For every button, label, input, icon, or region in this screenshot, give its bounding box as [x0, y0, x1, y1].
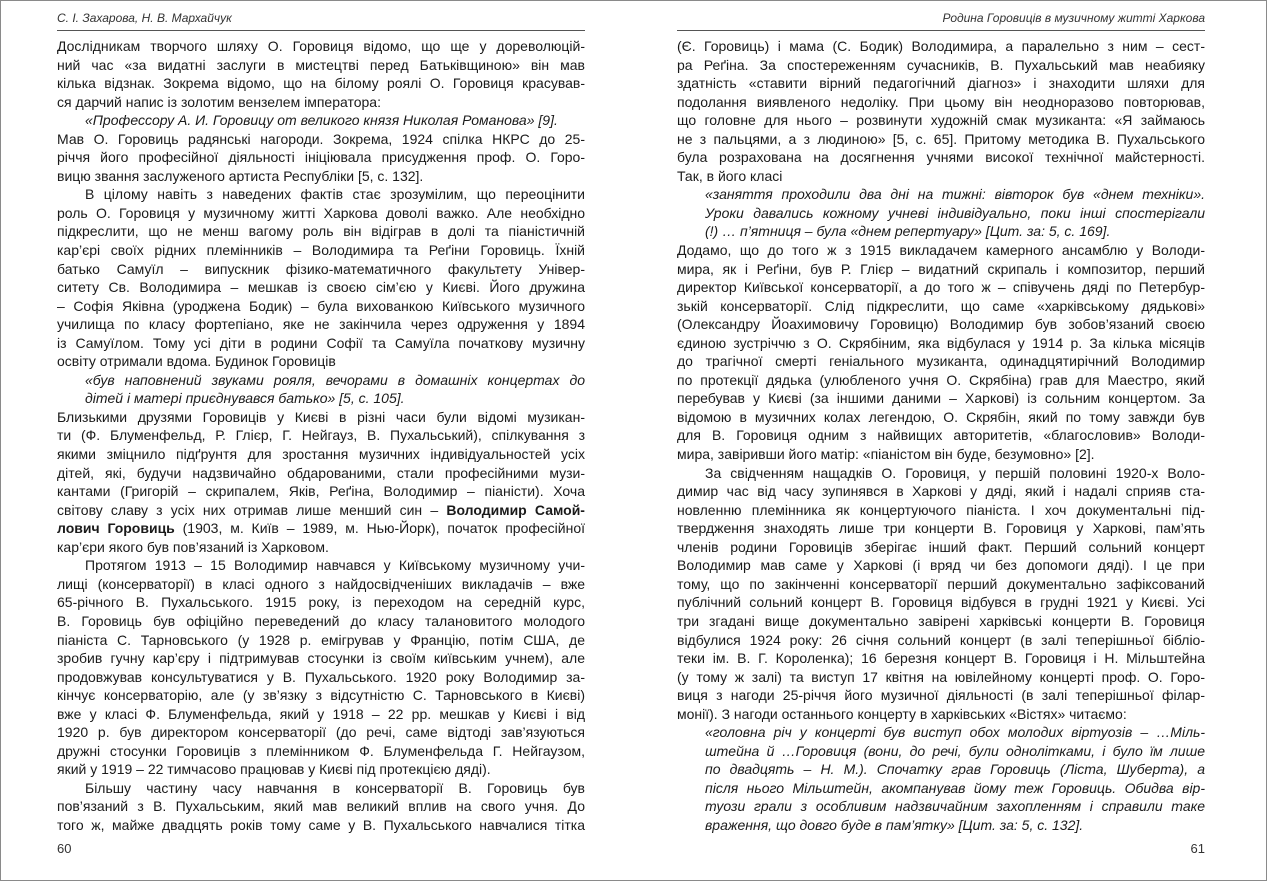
text-line: річчя його професійної діяльності ініціювала присудження проф. О. Горо-	[57, 149, 585, 166]
text-line: освіту отримали вдома. Будинок Горовиців	[57, 353, 336, 370]
text-line: За свідченням нащадків О. Горовиця, у першій половині 1920-х Воло-	[705, 464, 1205, 481]
text-line: кар’єрі своїх рідних племінників – Володимира та Реґіни Горовиць. Їхній	[57, 242, 585, 259]
text-line: роль О. Горовиця у музичному житті Харкова доволі важко. Але необхідно	[57, 204, 585, 221]
text-line: лищі (консерваторії) в класі одного з найдосвідченіших викладачів – вже	[57, 575, 585, 592]
text-line: 65-річного В. Пухальського. 1915 року, із переходом на середній курс,	[57, 594, 585, 611]
text-line: Близькими друзями Горовиців у Києві в різні часи були відомі музикан-	[57, 408, 585, 425]
text-line: «Профессору А. И. Горовицу от великого князя Николая Романова» [9].	[85, 112, 558, 129]
text-line: «був наповнений звуками рояля, вечорами в домашніх концертах до	[85, 371, 585, 388]
text-line: подолання виявленого недоліку. При цьому він неодноразово повторював,	[677, 93, 1205, 110]
text-line: (Олександру Йоахимовичу Горовицю) Володимир був зобов’язаний своєю	[677, 316, 1205, 333]
text-line: Уроки давались кожному учневі індивідуально, поки інші спостерігали	[705, 204, 1205, 221]
text-line: В цілому навіть з наведених фактів стає зрозумілим, що переоцінити	[85, 186, 585, 203]
text-line: публічний сольний концерт В. Горовиця відбувся в грудні 1921 у Києві. Усі	[677, 594, 1205, 611]
text-line: твердження знаходять лише три концерти В. Горовиця у Харкові, пам’ять	[677, 520, 1205, 537]
text-line: не з пальцями, а з людиною» [5, с. 65]. Притому методика В. Пухальського	[677, 130, 1205, 147]
text-line: виця з нагоди 25-річчя його музичної діяльності (в залі теперішньої філар-	[677, 687, 1205, 704]
page-number: 60	[57, 841, 72, 856]
text-line: дітей, які, будучи надзвичайно обдарованими, стали професійними музи-	[57, 464, 585, 481]
page-body	[677, 37, 1205, 835]
text-line: по двадцять – Н. М.). Спочатку грав Горовиць (Ліста, Шуберта), а	[705, 761, 1205, 778]
text-line: враження, що довго буде в пам’ятку» [Цит. за: 5, с. 132].	[705, 816, 1084, 833]
text-line: Мав О. Горовиць радянські нагороди. Зокрема, 1924 спілка НКРС до 25-	[57, 130, 585, 147]
text-line: ра Реґіна. За спостереженням сучасників, В. Пухальський мав неабияку	[677, 56, 1205, 73]
text-line: єдиною зустріччю з О. Скрябіним, яка відбулася у 1914 р. За кілька місяців	[677, 334, 1205, 351]
text-line: монії). З нагоди останнього концерту в харківських «Вістях» читаємо:	[677, 705, 1127, 722]
text-line: Так, в його класі	[677, 167, 783, 184]
text-line: відомою в музичних колах легендою, О. Скрябін, який по тому завжди був	[677, 408, 1205, 425]
page-body	[57, 37, 585, 835]
text-line: із Самуїлом. Тому усі діти в родини Софії та Самуїла початкову музичну	[57, 334, 585, 351]
text-line: кілька відзнак. Зокрема відомо, що на білому роялі О. Горовиця красував-	[57, 75, 585, 92]
header-rule	[57, 30, 585, 31]
text-line: вже у класі Ф. Блуменфельда, який у 1918 – 22 рр. мешкав у Києві і від	[57, 705, 585, 722]
paragraph	[57, 408, 585, 556]
left-page	[57, 0, 585, 881]
header-rule	[677, 30, 1205, 31]
text-line: відбулися 1924 року: 26 січня сольний концерт (в залі теперішньої бібліо-	[677, 631, 1205, 648]
right-page	[677, 0, 1205, 881]
text-line: три згадані вище документально завірені харківські концерти В. Горовиця	[677, 612, 1205, 629]
text-line: новленню племінника як концертуючого піаніста. І хоч документальні під-	[677, 501, 1205, 518]
text-line: зробив гучну кар’єру і підтримував стосунки із своїм київським учнем), але	[57, 650, 585, 667]
text-line: дітей і матері приєднувався батько» [5, с. 105].	[85, 390, 405, 407]
text-line: (Є. Горовиць) і мама (С. Бодик) Володимира, а паралельно з ним – сест-	[677, 38, 1205, 54]
paragraph	[677, 241, 1205, 464]
paragraph	[57, 130, 585, 186]
text-line: ти (Ф. Блуменфельд, Р. Глієр, Г. Нейгауз, В. Пухальський), спілкування з	[57, 427, 585, 444]
text-line: туози грали з особливим надзвичайним захопленням і справили таке	[705, 798, 1205, 815]
text-line: Додамо, що до того ж з 1915 викладачем камерного ансамблю у Володи-	[677, 242, 1205, 259]
text-line: здатність «ставити вірний педагогічний діагноз» і знаходити шляхи для	[677, 75, 1205, 92]
text-line: (у тому ж залі) та виступ 17 квітня на ювілейному концерті проф. О. Горо-	[677, 668, 1205, 685]
text-line: піаніста С. Тарновського (у 1928 р. емігрував у Францію, потім США, де	[57, 631, 585, 648]
text-span: (1903, м. Київ – 1989, м. Нью-Йорк), початок професійної	[174, 520, 585, 537]
text-line: ся дарчий напис із золотим вензелем імператора:	[57, 93, 381, 110]
text-line: «головна річ у концерті був виступ обох молодих віртуозів – …Міль-	[705, 724, 1205, 741]
text-line: батько Самуїл – випускник фізико-математичного факультету Універ-	[57, 260, 585, 277]
text-line: 1920 р. був директором консерваторії (до речі, саме відтоді зав’язуються	[57, 724, 585, 741]
text-line: Володимир мав саме у Харкові (і вряд чи без допомоги дяді). І це при	[677, 557, 1205, 574]
text-line: В. Горовиць був офіційно переведений до класу талановитого молодого	[57, 612, 585, 629]
text-line: вицю звання заслуженого артиста Республіки [5, с. 132].	[57, 167, 424, 184]
bold-name: лович Горовиць	[57, 520, 175, 537]
paragraph	[57, 556, 585, 779]
text-line: кінчує консерваторію, але (у зв’язку з відсутністю С. Тарновського в Києві)	[57, 687, 585, 704]
text-line: димир час від часу зупинявся в Харкові у дяді, який і надалі сприяв ста-	[677, 483, 1205, 500]
text-line: Протягом 1913 – 15 Володимир навчався у Київському музичному учи-	[85, 557, 585, 574]
text-span: світову славу з усіх них отримав лише менший син –	[57, 501, 447, 518]
block-quote	[57, 111, 585, 130]
text-line: по протекції дядька (улюбленого учня О. Скрябіна) грав для Маестро, який	[677, 371, 1205, 388]
running-header-authors: С. І. Захарова, Н. В. Мархайчук	[57, 11, 232, 25]
text-line: до трагічної смерті геніального музиканта, одинадцятирічний Володимир	[677, 353, 1205, 370]
text-line: – Софія Яківна (уроджена Бодик) – була вихованкою Київського музичного	[57, 297, 585, 314]
paragraph	[57, 185, 585, 370]
running-header-title: Родина Горовиців в музичному житті Харкова	[942, 11, 1205, 25]
text-line	[57, 519, 585, 538]
paragraph	[57, 37, 585, 111]
text-line: продовжував консультуватися у В. Пухальського. 1920 року Володимир за-	[57, 668, 585, 685]
text-line: якими зміцнило підґрунтя для зростання музичних індивідуальностей усіх	[57, 446, 585, 463]
page-number: 61	[1190, 841, 1205, 856]
text-line: зькій консерваторії. Слід підкреслити, що саме «харківському дядькові»	[677, 297, 1205, 314]
text-line: підкреслити, що не менш вагому роль він відіграв в долі та піаністичній	[57, 223, 585, 240]
text-line: була розрахована на досягнення учнями високої технічної майстерності.	[677, 149, 1205, 166]
text-line: дружні стосунки Горовиців з племінником Ф. Блуменфельда Г. Нейгаузом,	[57, 742, 585, 759]
block-quote	[677, 185, 1205, 241]
block-quote	[57, 371, 585, 408]
text-line: пов’язаний з В. Пухальським, який мав великий вплив на свого учня. До	[57, 798, 585, 815]
text-line: який у 1919 – 22 тимчасово працював у Києві під протекцією дяді).	[57, 761, 491, 778]
text-line: перебував у Києві (за іншими даними – Харкові) із сольним концертом. За	[677, 390, 1205, 407]
text-line: ний час «за видатні заслуги в мистецтві перед Батьківщиною» він мав	[57, 56, 585, 73]
block-quote	[677, 723, 1205, 834]
text-line: членів родини Горовиців зберігає інший факт. Перший сольний концерт	[677, 538, 1205, 555]
text-line: кантами (Григорій – скрипалем, Яків, Реґіна, Володимир – піаністи). Хоча	[57, 483, 585, 500]
paragraph	[677, 37, 1205, 185]
text-line: для В. Горовиця одним з найвищих авторитетів, «благословив» Володи-	[677, 427, 1205, 444]
bold-name: Володимир Самой-	[446, 501, 585, 518]
text-line: Більшу частину часу навчання в консерваторії В. Горовиць був	[85, 779, 585, 796]
text-line	[57, 501, 585, 520]
paragraph	[57, 779, 585, 835]
text-line: після нього Мільштейн, акомпанував йому теж Горовиць. Обидва вір-	[705, 779, 1205, 796]
text-line: Дослідникам творчого шляху О. Горовиця відомо, що ще у дореволюцій-	[57, 38, 585, 54]
text-line: мира, як і Реґіни, був Р. Глієр – видатний скрипаль і композитор, перший	[677, 260, 1205, 277]
text-line: кар’єри якого був пов’язаний із Харковом.	[57, 538, 329, 555]
text-line: «заняття проходили два дні на тижні: вівторок був «днем техніки».	[705, 186, 1205, 203]
text-line: того ж, майже двадцять років тому саме у В. Пухальського навчалися тітка	[57, 816, 585, 833]
text-line: училища по класу фортепіано, яке не закінчила через одруження у 1894	[57, 316, 585, 333]
text-line: тому, що по закінченні консерваторії перший документально зафіксований	[677, 575, 1205, 592]
paragraph	[677, 464, 1205, 724]
text-line: штейна й …Горовиця (вони, до речі, були однолітками, і було їм лише	[705, 742, 1205, 759]
text-line: теки ім. В. Г. Короленка); 16 березня концерт В. Горовиця і Н. Мільштейна	[677, 650, 1205, 667]
text-line: що головне для нього – розвинути художній смак музиканта: «Я займаюсь	[677, 112, 1205, 129]
text-line: директор Київської консерваторії, а до того ж – співучень дяді по Петербур-	[677, 279, 1205, 296]
text-line: (!) … п’ятниця – була «днем репертуару» [Цит. за: 5, с. 169].	[705, 223, 1111, 240]
text-line: мира, завіривши його матір: «піаністом він буде, безумовно» [2].	[677, 446, 1095, 463]
text-line: ситету Св. Володимира – мешкав із своєю сім’єю у Києві. Його дружина	[57, 279, 585, 296]
